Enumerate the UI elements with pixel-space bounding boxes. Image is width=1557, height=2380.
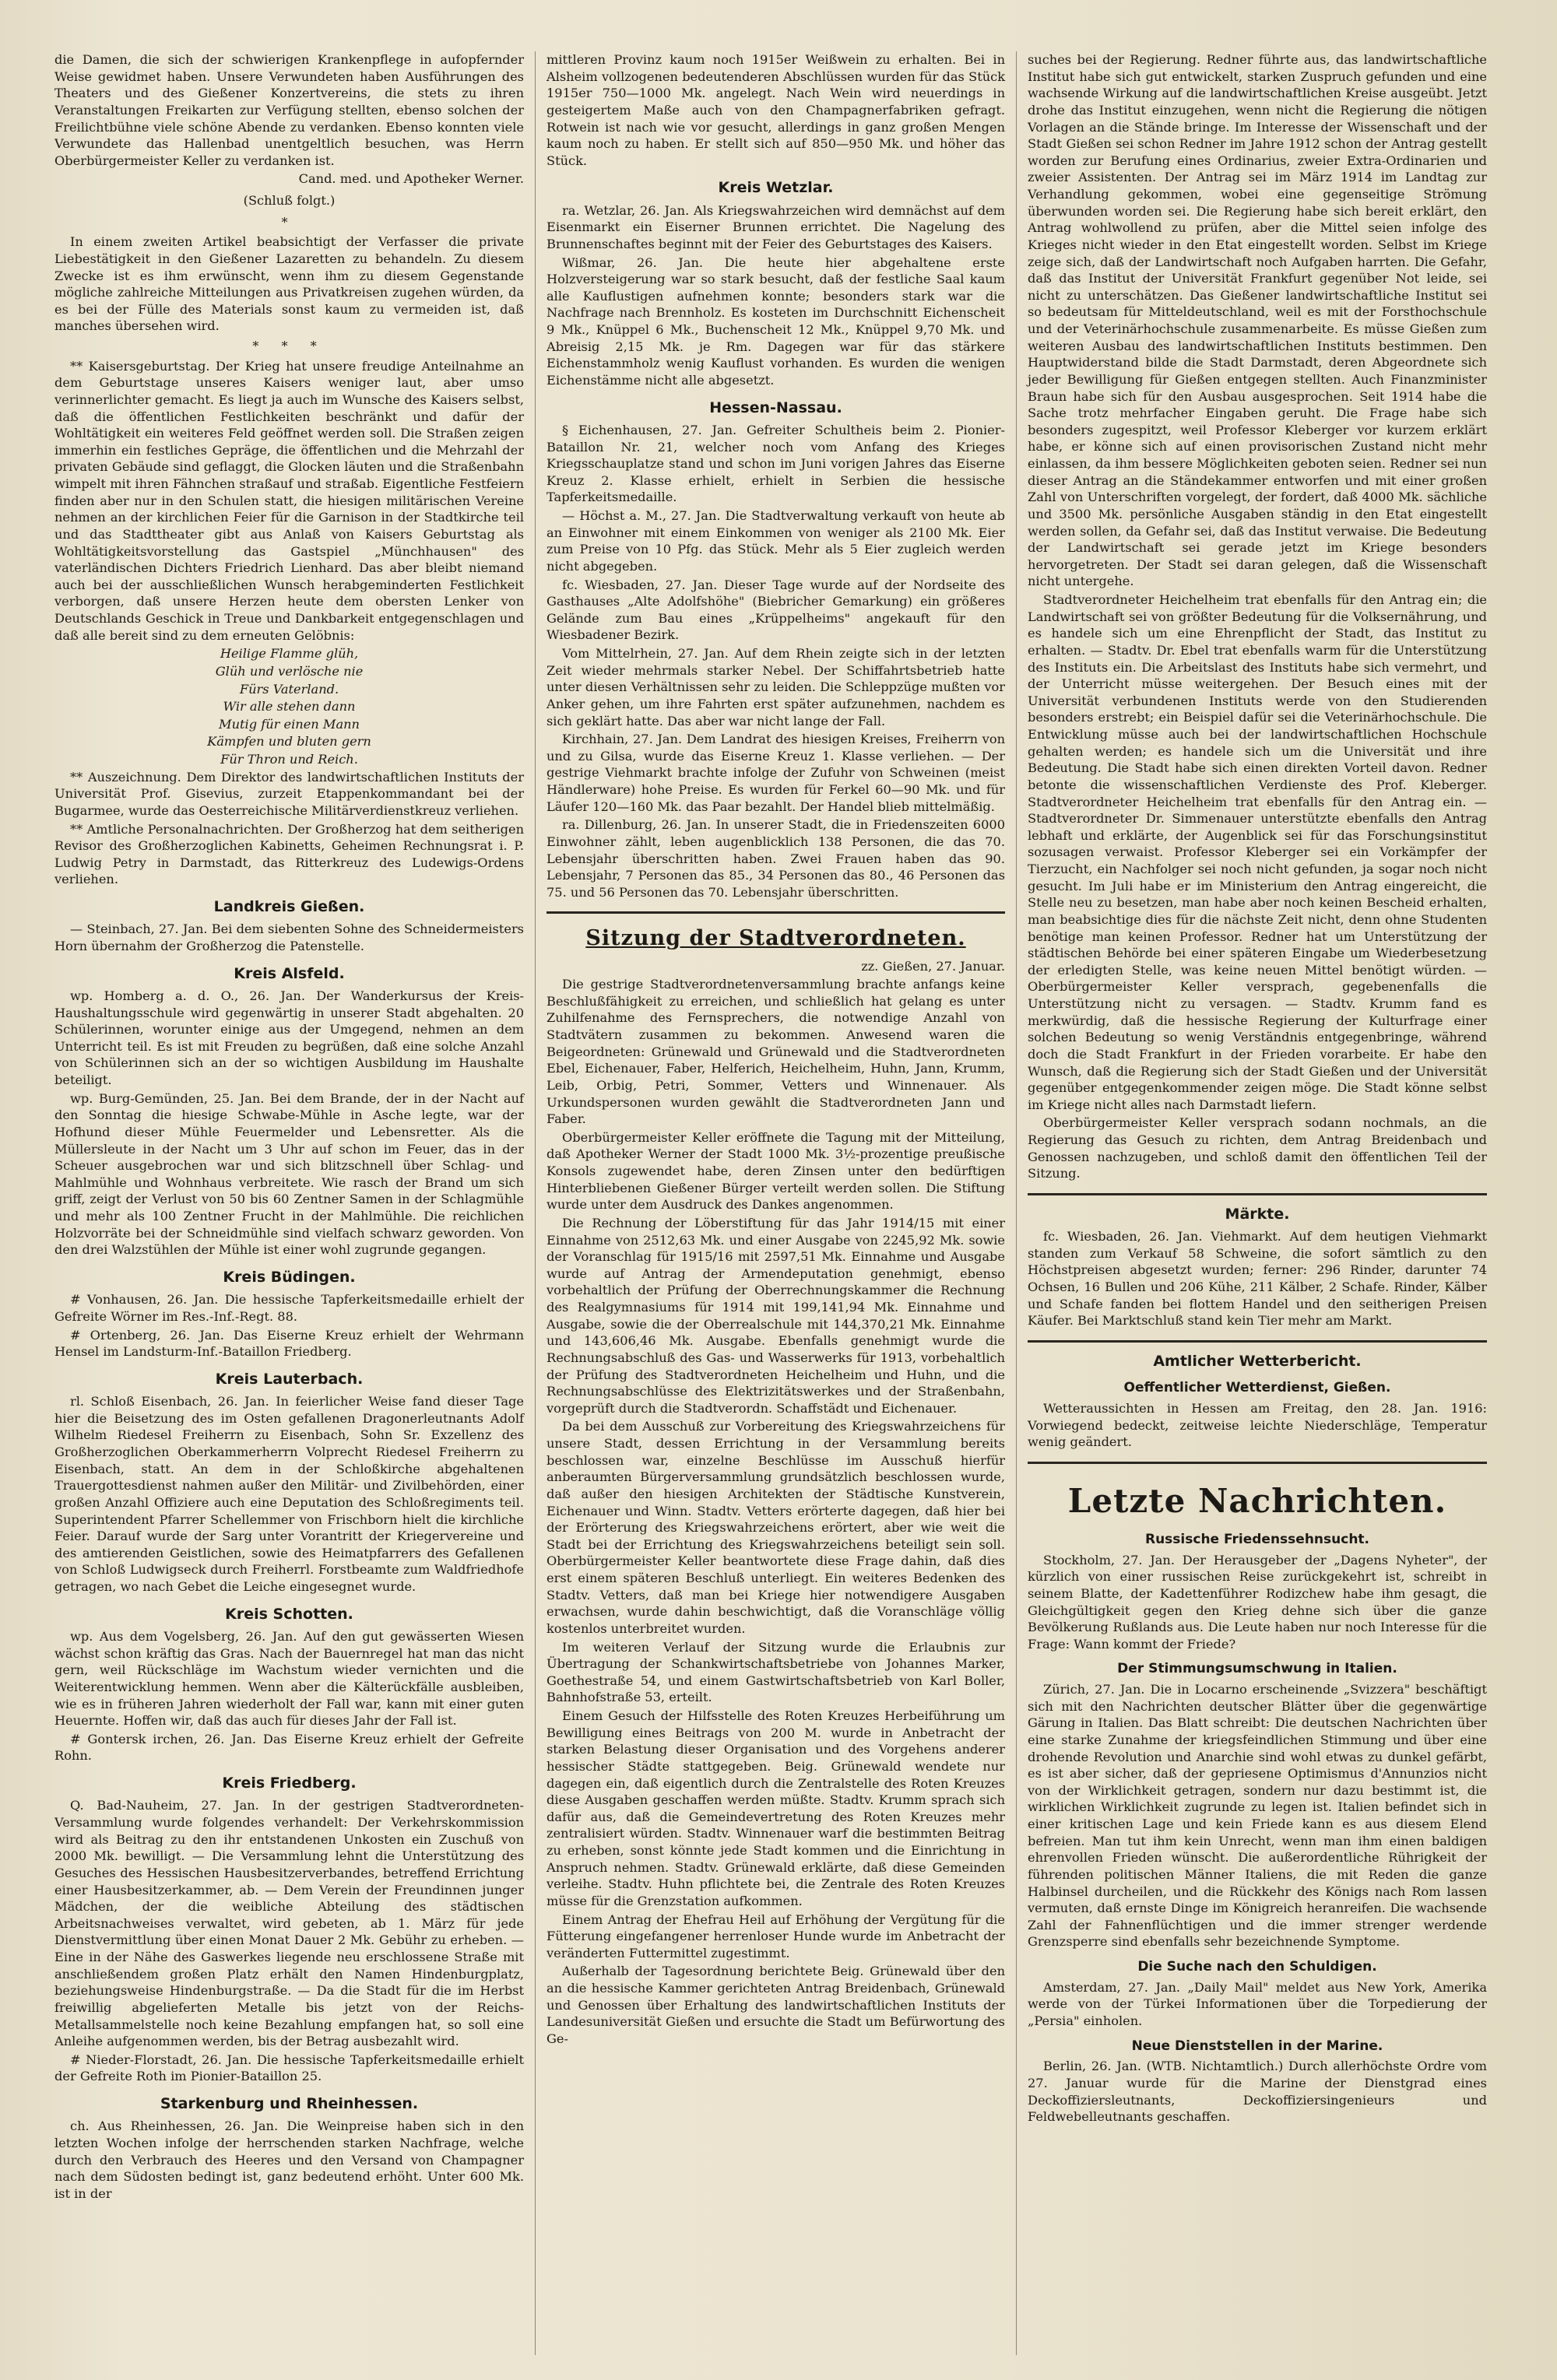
section-heading-letzte-nachrichten: Letzte Nachrichten. [1067,1481,1447,1520]
section-rule [1028,1462,1487,1464]
subheading: Der Stimmungsumschwung in Italien. [1117,1661,1397,1677]
article-text: Berlin, 26. Jan. (WTB. Nichtamtlich.) Durch allerhöchste Ordre vom 27. Januar wurde für die Marine der Dienstgrad eines Deckoffiziersleutnants, Deckoffiziersingenieurs und Feldwebelleutnants geschaffen. [1028,2059,1487,2125]
article-text: die Damen, die sich der schwierigen Krankenpflege in aufopfernder Weise gewidmet haben. Unsere Verwundeten haben Ausführungen des Theaters und des Gießener Konzertvereins, die stets zu ihren Veranstaltungen Freikarten zur Verfügung stellten, ebenso solchen der Freilichtbühne viele schöne Abende zu verdanken. Ebenso konnten viele Verwundete das Hallenbad unentgeltlich besuchen, was Herrn Oberbürgermeister Keller zu verdanken ist. [54,52,524,168]
article-text: # Vonhausen, 26. Jan. Die hessische Tapferkeitsmedaille erhielt der Gefreite Wörner im Res.-Inf.-Regt. 88. [54,1292,524,1324]
article-text: Die gestrige Stadtverordnetenversammlung brachte anfangs keine Beschlußfähigkeit zu erreichen, und schließlich hat gelang es unter Zuhilfenahme des Fernsprechers, die notwendige Anzahl von Stadtvätern zusammen zu bekommen. Anwesend waren die Beigeordneten: Grünewald und Grünewald und die Stadtverordneten Ebel, Eichenauer, Faber, Helferich, Heichelheim, Huhn, Jann, Krumm, Leib, Orbig, Petri, Sommer, Vetters und Winnenauer. Als Urkundspersonen wurden gewählt die Stadtverordneten Jann und Faber. [547,977,1005,1127]
separator-stars: * * * [252,339,326,353]
article-text: Einem Antrag der Ehefrau Heil auf Erhöhung der Vergütung für die Fütterung eingefangener herrenloser Hunde wurde im Anbetracht der veränderten Futtermittel zugestimmt. [547,1911,1005,1961]
signature: Cand. med. und Apotheker Werner. [298,171,524,187]
article-text: Zürich, 27. Jan. Die in Locarno erscheinende „Svizzera" beschäftigt sich mit den Nachrichten deutscher Blätter über die gegenwärtige Gärung in Italien. Das Blatt schreibt: Die deutschen Nachrichten über eine starke Zunahme der kriegsfeindlichen Stimmung und über eine drohende Revolution und Anarchie sind wohl etwas zu dunkel gefärbt, es ist aber sicher, daß der gepriesene Optimismus d'Annunzios nicht von der Wirklichkeit getragen, sondern nur dazu bestimmt ist, die wirklichen Wirklichkeit zugrunde zu legen ist. Italien befindet sich in einer kritischen Lage und kein Friede kann es aus diesem Elend befreien. Man tut ihm kein Unrecht, wenn man ihm einen baldigen ehrenvollen Frieden wünscht. Die außerordentliche Rührigkeit der führenden politischen Männer Italiens, die mit Reden die ganze Halbinsel durcheilen, und die Rückkehr des Königs nach Rom lassen vermuten, daß ernste Dinge im Königreich heranreifen. Die wachsende Zahl der Fahnenflüchtigen und die immer strenger werdende Grenzsperre sind ebenfalls sehr bezeichnende Symptome. [1028,1682,1487,1950]
section-heading: Starkenburg und Rheinhessen. [160,2095,419,2113]
section-heading: Kreis Schotten. [225,1605,353,1623]
subheading: Russische Friedenssehnsucht. [1144,1531,1370,1547]
article-text: — Steinbach, 27. Jan. Bei dem siebenten Sohne des Schneidermeisters Horn übernahm der Großherzog die Patenstelle. [54,921,524,953]
weather-service: Oeffentlicher Wetterdienst, Gießen. [1123,1380,1391,1396]
poem-line: Glüh und verlösche nie [215,663,364,679]
article-text: # Ortenberg, 26. Jan. Das Eiserne Kreuz erhielt der Wehrmann Hensel im Landsturm-Inf.-Bataillon Friedberg. [54,1327,524,1360]
article-kaisersgeburtstag: ** Kaisersgeburtstag. Der Krieg hat unsere freudige Anteilnahme an dem Geburtstage unseres Kaisers weniger laut, aber umso verinnerlichter gemacht. Es liegt ja auch im Wunsche des Kaisers selbst, daß die öffentlichen Festlichkeiten beschränkt und dafür der Wohltätigkeit ein weiteres Feld geöffnet werden soll. Die Straßen zeigen immerhin ein festliches Gepräge, die öffentlichen und die Mehrzahl der privaten Gebäude sind geflaggt, die Glocken läuten und die Straßenbahn wimpelt mit ihren Fähnchen straßauf und straßab. Eigentliche Festfeiern finden aber nur in den Schulen statt, die hiesigen militärischen Vereine nehmen an der kirchlichen Feier für die Garnison in der Stadtkirche teil und das Stadttheater gibt aus Anlaß von Kaisers Geburtstag als Wohltätigkeitsvorstellung das Gastspiel „Münchhausen" des vaterländischen Dichters Friedrich Lienhard. Das aber bleibt niemand auch bei der ausschließlichen Wunsch herabgeminderten Festlichkeit verborgen, daß unsere Herzen heute dem obersten Lenker von Deutschlands Geschick in Treue und Dankbarkeit entgegenschlagen und daß alle bereit sind zu dem erneuten Gelöbnis: [54,358,524,643]
section-heading: Landkreis Gießen. [213,898,365,915]
poem-line: Heilige Flamme glüh, [220,646,359,662]
section-heading: Hessen-Nassau. [709,398,842,416]
article-text: Außerhalb der Tagesordnung berichtete Beig. Grünewald über den an die hessische Kammer gerichteten Antrag Breidenbach, Grünewald und Genossen über Erhaltung des landwirtschaftlichen Instituts der Landesuniversität Gießen und ersuchte die Stadt um Befürwortung des Ge- [547,1964,1005,2046]
article-text: rl. Schloß Eisenbach, 26. Jan. In feierlicher Weise fand dieser Tage hier die Beisetzung des im Osten gefallenen Dragonerleutnants Adolf Wilhelm Riedesel Freiherrn zu Eisenbach, Sohn Sr. Exzellenz des Großherzoglichen Oberkammerherrn Volprecht Riedesel Freiherrn zu Eisenbach, statt. An dem in der Schloßkirche abgehaltenen Trauergottesdienst nahmen außer den Militär- und Zivilbehörden, einer großen Anzahl Offiziere auch eine Deputation des Schloßregiments teil. Superintendent Pfarrer Schellemmer von Frischborn hielt die kirchliche Feier. Darauf wurde der Sarg unter Vorantritt der Kriegervereine und des amtierenden Geistlichen, sowie des Heimatpfarrers des Gefallenen von Schloß Ludwigseck durch Freiherrl. Forstbeamte zum Waldfriedhofe getragen, wo nach Gebet die Leiche eingesegnet wurde. [54,1394,524,1595]
poem-line: Für Thron und Reich. [220,752,358,767]
section-heading: Kreis Alsfeld. [234,964,345,982]
article-text: Amsterdam, 27. Jan. „Daily Mail" meldet aus New York, Amerika werde von der Türkei Informationen über die Torpedierung der „Persia" einholen. [1028,1979,1487,2029]
article-text: wp. Homberg a. d. O., 26. Jan. Der Wanderkursus der Kreis-Haushaltungsschule wird gegenwärtig in unserer Stadt abgehalten. 20 Schülerinnen, worunter einige aus der Umgegend, nehmen an dem Unterricht teil. Es ist mit Freuden zu begrüßen, daß eine solche Anzahl von Schülerinnen sich an der so wichtigen Ausbildung im Haushalte beteiligt. [54,988,524,1088]
subheading: Neue Dienststellen in der Marine. [1131,2038,1383,2054]
article-text: ra. Wetzlar, 26. Jan. Als Kriegswahrzeichen wird demnächst auf dem Eisenmarkt ein Eiserner Brunnen errichtet. Die Nagelung des Brunnenschaftes beginnt mit der Feier des Geburtstages des Kaisers. [547,202,1005,251]
article-text: Kirchhain, 27. Jan. Dem Landrat des hiesigen Kreises, Freiherrn von und zu Gilsa, wurde das Eiserne Kreuz 1. Klasse verliehen. — Der gestrige Viehmarkt brachte infolge der Zufuhr von Schweinen (meist Händlerware) hohe Preise. Es wurden für Ferkel 60—90 Mk. und für Läufer 120—160 Mk. das Paar bezahlt. Der Handel blieb mittelmäßig. [547,732,1005,814]
section-heading-wetter: Amtlicher Wetterbericht. [1153,1352,1362,1370]
article-text: § Eichenhausen, 27. Jan. Gefreiter Schultheis beim 2. Pionier-Bataillon Nr. 21, welcher noch vom Anfang des Krieges Kriegsschauplatze stand und schon im Juni vorigen Jahres das Eiserne Kreuz 2. Klasse erhielt, erhielt in Serbien die hessische Tapferkeitsmedaille. [547,422,1005,505]
poem-line: Kämpfen und bluten gern [207,734,371,749]
article-text: Im weiteren Verlauf der Sitzung wurde die Erlaubnis zur Übertragung der Schankwirtschaftsbetriebe von Johannes Marker, Goethestraße 54, und einem Gastwirtschaftsbetrieb von Karl Boller, Bahnhofstraße 53, erteilt. [547,1639,1005,1705]
section-heading-sitzung: Sitzung der Stadtverordneten. [585,926,966,951]
article-text: Oberbürgermeister Keller eröffnete die Tagung mit der Mitteilung, daß Apotheker Werner der Stadt 1000 Mk. 3½-prozentige preußische Konsols zugewendet habe, deren Zinsen unter den bedürftigen Hinterbliebenen Gießener Bürger verteilt werden sollen. Die Stiftung wurde unter dem Ausdruck des Dankes angenommen. [547,1129,1005,1213]
column-1 [54,51,536,2355]
columns [54,51,1526,2355]
section-heading-markte: Märkte. [1225,1205,1290,1223]
article-text: Stockholm, 27. Jan. Der Herausgeber der „Dagens Nyheter", der kürzlich von einer russischen Reise zurückgekehrt ist, schreibt in seinem Blatte, der Kadettenführer Rodizchew habe ihm gesagt, die Gleichgültigkeit gegen den Krieg dehne sich über die ganze Bevölkerung Rußlands aus. Die Leute haben nur noch Interesse für die Frage: Wann kommt der Friede? [1028,1552,1487,1652]
poem [54,645,524,767]
article-text: fc. Wiesbaden, 26. Jan. Viehmarkt. Auf dem heutigen Viehmarkt standen zum Verkauf 58 Schweine, die sofort sämtlich zu den Höchstpreisen abgesetzt wurden; ferner: 296 Rinder, darunter 74 Ochsen, 16 Bullen und 206 Kühe, 211 Kälber, 2 Schafe. Rinder, Kälber und Schafe fanden bei flottem Handel und den seitherigen Preisen Käufer. Bei Marktschluß stand kein Tier mehr am Markt. [1028,1229,1487,1329]
article-text: ra. Dillenburg, 26. Jan. In unserer Stadt, die in Friedenszeiten 6000 Einwohner zählt, leben augenblicklich 138 Personen, die das 70. Lebensjahr überschritten haben. Zwei Frauen haben das 90. Lebensjahr, 7 Personen das 85., 34 Personen das 80., 46 Personen das 75. und 56 Personen das 70. Lebensjahr überschritten. [547,817,1005,900]
article-auszeichnung: ** Auszeichnung. Dem Direktor des landwirtschaftlichen Instituts der Universität Prof. Gisevius, zurzeit Etappenkommandant bei der Bugarmee, wurde das Oesterreichische Militärverdienstkreuz verliehen. [54,769,524,818]
article-text: Wißmar, 26. Jan. Die heute hier abgehaltene erste Holzversteigerung war so stark besucht, daß der festliche Saal kaum alle Kauflustigen aufnehmen konnte; besonders stark war die Nachfrage nach Brennholz. Es kosteten im Durchschnitt Eichenscheit 9 Mk., Knüppel 6 Mk., Buchenscheit 12 Mk., Knüppel 9,70 Mk. und Abreisig 2,15 Mk. je Rm. Dagegen war für das stärkere Eichenstammholz wenig Kauflust vorhanden. Es wurden die wenigen Eichenstämme nicht alle abgesetzt. [547,254,1005,388]
subheading: Die Suche nach den Schuldigen. [1137,1959,1377,1975]
article-text: mittleren Provinz kaum noch 1915er Weißwein zu erhalten. Bei in Alsheim vollzogenen bedeutenderen Abschlüssen wurden für das Stück 1915er 750—1000 Mk. angelegt. Nach Wein wird neuerdings in gesteigertem Maße auch von den Champagnerfabriken gefragt. Rotwein ist nach wie vor gesucht, allerdings in ganz großen Mengen kaum noch zu haben. Er stellt sich auf 850—950 Mk. und höher das Stück. [547,52,1005,168]
poem-line: Fürs Vaterland. [239,681,339,697]
article-text: # Gontersk irchen, 26. Jan. Das Eiserne Kreuz erhielt der Gefreite Rohn. [54,1731,524,1764]
column-2 [536,51,1017,2355]
section-rule [1028,1340,1487,1343]
section-heading: Kreis Friedberg. [222,1774,357,1792]
article-text: Stadtverordneter Heichelheim trat ebenfalls für den Antrag ein; die Landwirtschaft sei von größter Bedeutung für die Volksernährung, und es handele sich um eine Ehrenpflicht der Stadt, das Institut zu erhalten. — Stadtv. Dr. Ebel trat ebenfalls warm für die Unterstützung des Instituts ein. Die Arbeitslast des Instituts habe sich vermehrt, und der Unterricht müsse weitergehen. Der Besuch eines mit der Universität verbundenen Instituts werde von den Studierenden besonders erstrebt; ein Beispiel dafür sei die Veterinärhochschule. Die Entwicklung müsse auch bei der landwirtschaftlichen Hochschule gehalten werden; es handele sich um die Universität und ihre Bedeutung. Die Stadt habe sich einen direkten Vorteil davon. Redner betonte die wissenschaftlichen Verdienste des Prof. Kleberger. Stadtverordneter Heichelheim trat ebenfalls für den Antrag ein. — Stadtverordneter Dr. Simmenauer unterstützte ebenfalls den Antrag lebhaft und erklärte, der Augenblick sei für das Forschungsinstitut sozusagen verwaist. Professor Kleberger sei ein Vorkämpfer der Tierzucht, ein Nachfolger sei noch nicht gefunden, ja sogar noch nicht gesucht. Im Juli habe er im Ministerium den Antrag eingereicht, die Stelle neu zu besetzen, man habe aber noch keinen Bescheid erhalten, man beabsichtige dies für die nächste Zeit nicht, denn ohne Studenten benötige man keinen Professor. Redner hat um Unterstützung der städtischen Behörde bei einer späteren Eingabe um Wiederbesetzung der erledigten Stelle, was keine neuen Mittel benötigt würden. — Oberbürgermeister Keller versprach, gegebenenfalls die Unterstützung nicht zu versagen. — Stadtv. Krumm fand es merkwürdig, daß die hessische Regierung der Kulturfrage einer solchen Bedeutung so wenig Verständnis entgegenbringe, während doch die Stadt Frankfurt in der Frieden vorarbeite. Er habe den Wunsch, daß die Regierung sich der Stadt Gießen und der Universität gegenüber entgegenkommender zeigen möge. Die Stadt könne selbst im Kriege nicht alles nach Darmstadt liefern. [1028,592,1487,1112]
article-text: suches bei der Regierung. Redner führte aus, das landwirtschaftliche Institut habe sich gut entwickelt, starken Zuspruch gefunden und eine wachsende Wirkung auf die landwirtschaftlichen Kreise ausgeübt. Jetzt drohe das Institut einzugehen, wenn nicht die Regierung die nötigen Vorlagen an die Stände bringe. Im Interesse der Wissenschaft und der Stadt Gießen sei schon Redner im Jahre 1912 schon der Antrag gestellt worden zur Berufung eines Ordinarius, zweier Extra-Ordinarien und zweier Assistenten. Der Antrag sei im März 1914 im Landtag zur Verhandlung gekommen, wobei eine gegenseitige Strömung überwunden worden sei. Die Regierung habe sich bereit erklärt, den Antrag wohlwollend zu prüfen, aber die Mittel seien infolge des Krieges nicht wieder in den Etat eingestellt worden. Selbst im Kriege zeige sich, daß der Landwirtschaft noch Aufgaben harrten. Die Gefahr, daß das Institut der Universität Frankfurt gegenüber Not leide, sei nicht zu unterschätzen. Das Gießener landwirtschaftliche Institut sei so bedeutsam für Mitteldeutschland, weil es mit der Forsthochschule und der Veterinärhochschule zusammenarbeite. Es müsse Gießen zum weiteren Ausbau des landwirtschaftlichen Instituts bestimmen. Den Hauptwiderstand bilde die Stadt Darmstadt, deren Abgeordnete sich jeder Bewilligung für Gießen entgegen stellten. Auch Finanzminister Braun habe sich für den Ausbau ausgesprochen. Seit 1914 habe die Sache trotz mehrfacher Eingaben geruht. Die Frage habe sich besonders zugespitzt, weil Professor Kleberger vor kurzem erklärt habe, er könne sich auf einen provisorischen Zustand nicht mehr einlassen, da ihm bessere Möglichkeiten geboten seien. Redner sei nun dieser Antrag an die Ständekammer entworfen und mit einer großen Zahl von Unterschriften vorgelegt, der fordert, daß 4000 Mk. sächliche und 3500 Mk. persönliche Ausgaben ständig in den Etat eingestellt werden sollen, da Gefahr sei, daß das Institut verwaise. Die Bedeutung der Landwirtschaft sei gerade jetzt im Kriege besonders hervorgetreten. Der Stadt sei daran gelegen, daß die Wissenschaft nicht untergehe. [1028,52,1487,589]
article-text: # Nieder-Florstadt, 26. Jan. Die hessische Tapferkeitsmedaille erhielt der Gefreite Roth im Pionier-Bataillon 25. [54,2052,524,2084]
dateline: zz. Gießen, 27. Januar. [861,958,1005,974]
article-text: Oberbürgermeister Keller versprach sodann nochmals, an die Regierung das Gesuch zu richten, dem Antrag Breidenbach und Genossen nachzugeben, und schloß damit den öffentlichen Teil der Sitzung. [1028,1115,1487,1181]
article-text: Q. Bad-Nauheim, 27. Jan. In der gestrigen Stadtverordneten-Versammlung wurde folgendes verhandelt: Der Verkehrskommission wird als Beitrag zu den ihr entstandenen Unkosten ein Zuschuß von 2000 Mk. bewilligt. — Die Versammlung lehnt die Unterstützung des Gesuches des Hessischen Hausbesitzerverbandes, betreffend Errichtung einer Hausbesitzerkammer, ab. — Dem Verein der Freundinnen junger Mädchen, der die weibliche Abteilung des städtischen Arbeitsnachweises verwaltet, wird gebeten, ab 1. März für jede Dienstvermittlung über einen Monat Dauer 2 Mk. Gebühr zu erheben. — Eine in der Nähe des Gaswerkes liegende neu erschlossene Straße mit anschließendem großen Platz erhält den Namen Hindenburgplatz, beziehungsweise Hindenburgstraße. — Da die Stadt für die im Herbst freiwillig abgelieferten Metalle bis jetzt von der Reichs-Metallsammelstelle noch keine Bezahlung empfangen hat, so soll eine Anleihe aufgenommen werden, bis der Betrag ausbezahlt wird. [54,1798,524,2049]
weather-forecast: Wetteraussichten in Hessen am Freitag, den 28. Jan. 1916: Vorwiegend bedeckt, zeitweise leichte Niederschläge, Temperatur wenig geändert. [1028,1401,1487,1450]
poem-line: Mutig für einen Mann [219,716,360,732]
article-text: fc. Wiesbaden, 27. Jan. Dieser Tage wurde auf der Nordseite des Gasthauses „Alte Adolfshöhe" (Biebricher Gemarkung) ein größeres Gelände zum Bau eines „Krüppelheims" angekauft für den Wiesbadener Bezirk. [547,577,1005,643]
section-heading: Kreis Lauterbach. [215,1370,364,1388]
section-heading: Kreis Wetzlar. [718,179,834,197]
article-text: Vom Mittelrhein, 27. Jan. Auf dem Rhein zeigte sich in der letzten Zeit wieder mehrmals starker Nebel. Der Schiffahrtsbetrieb hatte unter diesen Verhältnissen sehr zu leiden. Die Schleppzüge mußten vor Anker gehen, um ihre Fahrten erst später aufzunehmen, nachdem es sich geklärt hatte. Das aber war nicht lange der Fall. [547,646,1005,728]
article-text: wp. Aus dem Vogelsberg, 26. Jan. Auf den gut gewässerten Wiesen wächst schon kräftig das Gras. Nach der Bauernregel hat man das nicht gern, weil Rückschläge im Wachstum wieder vernichten und die Weiterentwicklung hemmen. Wenn aber die Kälterückfälle ausbleiben, wie es in früheren Jahren wiederholt der Fall war, kann mit einer guten Heuernte. Hoffen wir, daß das auch für dieses Jahr der Fall ist. [54,1629,524,1729]
poem-line: Wir alle stehen dann [223,699,356,714]
article-text: Die Rechnung der Löberstiftung für das Jahr 1914/15 mit einer Einnahme von 2512,63 Mk. und einer Ausgabe von 2245,92 Mk. sowie der Voranschlag für 1915/16 mit 2597,51 Mk. Einnahme und Ausgabe wurde auf Antrag der Armendeputation genehmigt, ebenso vorbehaltlich der Prüfung der Oberrechnungskammer die Rechnung des Realgymnasiums für 1914 mit 199,141,94 Mk. Einnahme und Ausgabe, sowie die der Oberrealschule mit 144,370,21 Mk. Einnahme und 143,606,46 Mk. Ausgabe. Ebenfalls genehmigt wurde die Rechnungsabschluß des Gas- und Wasserwerks für 1913, vorbehaltlich der Prüfung des Stadtverordneten Heichelheim und Huhn, und die Rechnungsabschlüsse des Elektrizitätswerkes und der Straßenbahn, vorgeprüft durch die Stadtverordn. Schaffstädt und Eichenauer. [547,1215,1005,1416]
article-text: — Höchst a. M., 27. Jan. Die Stadtverwaltung verkauft von heute ab an Einwohner mit einem Einkommen von weniger als 2100 Mk. Eier zum Preise von 10 Pfg. das Stück. Mehr als 5 Eier zugleich werden nicht abgegeben. [547,508,1005,574]
article-text: Einem Gesuch der Hilfsstelle des Roten Kreuzes Herbeiführung um Bewilligung eines Beitrags von 200 M. wurde in Anbetracht der starken Belastung dieser Organisation und des Vorgehens anderer hessischer Städte stattgegeben. Beig. Grünewald wendete nur dagegen ein, daß eigentlich durch die Zentralstelle des Roten Kreuzes diese Ausgaben geschaffen werden müßte. Stadtv. Krumm sprach sich dafür aus, daß die Gemeindevertretung des Roten Kreuzes mehr zentralisiert würden. Stadtv. Winnenauer warf die bestimmten Beitrag zu erheben, sonst könnte jede Stadt kommen und die Einrichtung in Anspruch nehmen. Stadtv. Grünewald erklärte, daß diese Gemeinden verleihe. Stadtv. Huhn pflichtete bei, die Zentrale des Roten Kreuzes müsse für die Grenzstation aufkommen. [547,1708,1005,1908]
article-text: wp. Burg-Gemünden, 25. Jan. Bei dem Brande, der in der Nacht auf den Sonntag die hiesige Schwabe-Mühle in Asche legte, war der Hofhund dieser Mühle Feuermelder und Lebensretter. Als die Müllersleute in der Nacht um 3 Uhr auf schon im Feuer, das in der Scheuer ausgebrochen war und sich blitzschnell über Schlag- und Mahlmühle und Wohnhaus verbreitete. Wie rasch der Brand um sich griff, zeigt der Verlust von 50 bis 60 Zentner Samen in der Schlagmühle und mehr als 100 Zentner Frucht in der Mahlmühle. Die reichlichen Holzvorräte bei der Schneidmühle sind vielfach schwarz geworden. Von den drei Walzstühlen der Mühle ist einer wohl zugrunde gegangen. [54,1090,524,1258]
continuation-note: (Schluß folgt.) [243,193,336,208]
separator-star: * [281,214,297,230]
section-heading: Kreis Büdingen. [223,1268,356,1286]
column-3 [1017,51,1498,2355]
article-personalnachrichten: ** Amtliche Personalnachrichten. Der Großherzog hat dem seitherigen Revisor des Großherzoglichen Kabinetts, Geheimen Rechnungsrat i. P. Ludwig Petry in Darmstadt, das Ritterkreuz des Ludewigs-Ordens verliehen. [54,821,524,887]
article-text: ch. Aus Rheinhessen, 26. Jan. Die Weinpreise haben sich in den letzten Wochen infolge der herrschenden starken Nachfrage, welche durch den Verbrauch des Heeres und den Versand von Champagner nach dem Südosten bedingt ist, ganz bedeutend erhöht. Unter 600 Mk. ist in der [54,2118,524,2201]
article-text: Da bei dem Ausschuß zur Vorbereitung des Kriegswahrzeichens für unsere Stadt, dessen Errichtung in der Versammlung bereits beschlossen war, einzelne Beschlüsse im Ausschuß hierfür anberaumten Bürgerversammlung grundsätzlich beschlossen wurde, daß außer den hiesigen Architekten der Städtische Kunstverein, Eichenauer und Winn. Stadtv. Vetters erörterte dagegen, daß hier bei der Erörterung des Kriegswahrzeichens erörtert, aber wie weit die Stadt bei der Errichtung des Kriegswahrzeichens beteiligt sein soll. Oberbürgermeister Keller beantwortete diese Frage dahin, daß dies erst einem späteren Beschluß unterliegt. Ein weiteres Bedenken des Stadtv. Vetters, daß man bei Kriege hier notwendigere Ausgaben erwachsen, wurde dahin beschwichtigt, daß die Voranschläge völlig kostenlos unterbreitet wurden. [547,1419,1005,1636]
article-text: In einem zweiten Artikel beabsichtigt der Verfasser die private Liebestätigkeit in den Gießener Lazaretten zu behandeln. Zu diesem Zwecke ist es ihm erwünscht, wenn ihm zu diesem Gegenstande mögliche zahlreiche Mitteilungen aus Privatkreisen zugehen würden, da es bei der Fülle des Materials sonst kaum zu vermeiden ist, daß manches übersehen wird. [54,234,524,334]
section-rule [547,911,1005,914]
section-rule [1028,1193,1487,1195]
